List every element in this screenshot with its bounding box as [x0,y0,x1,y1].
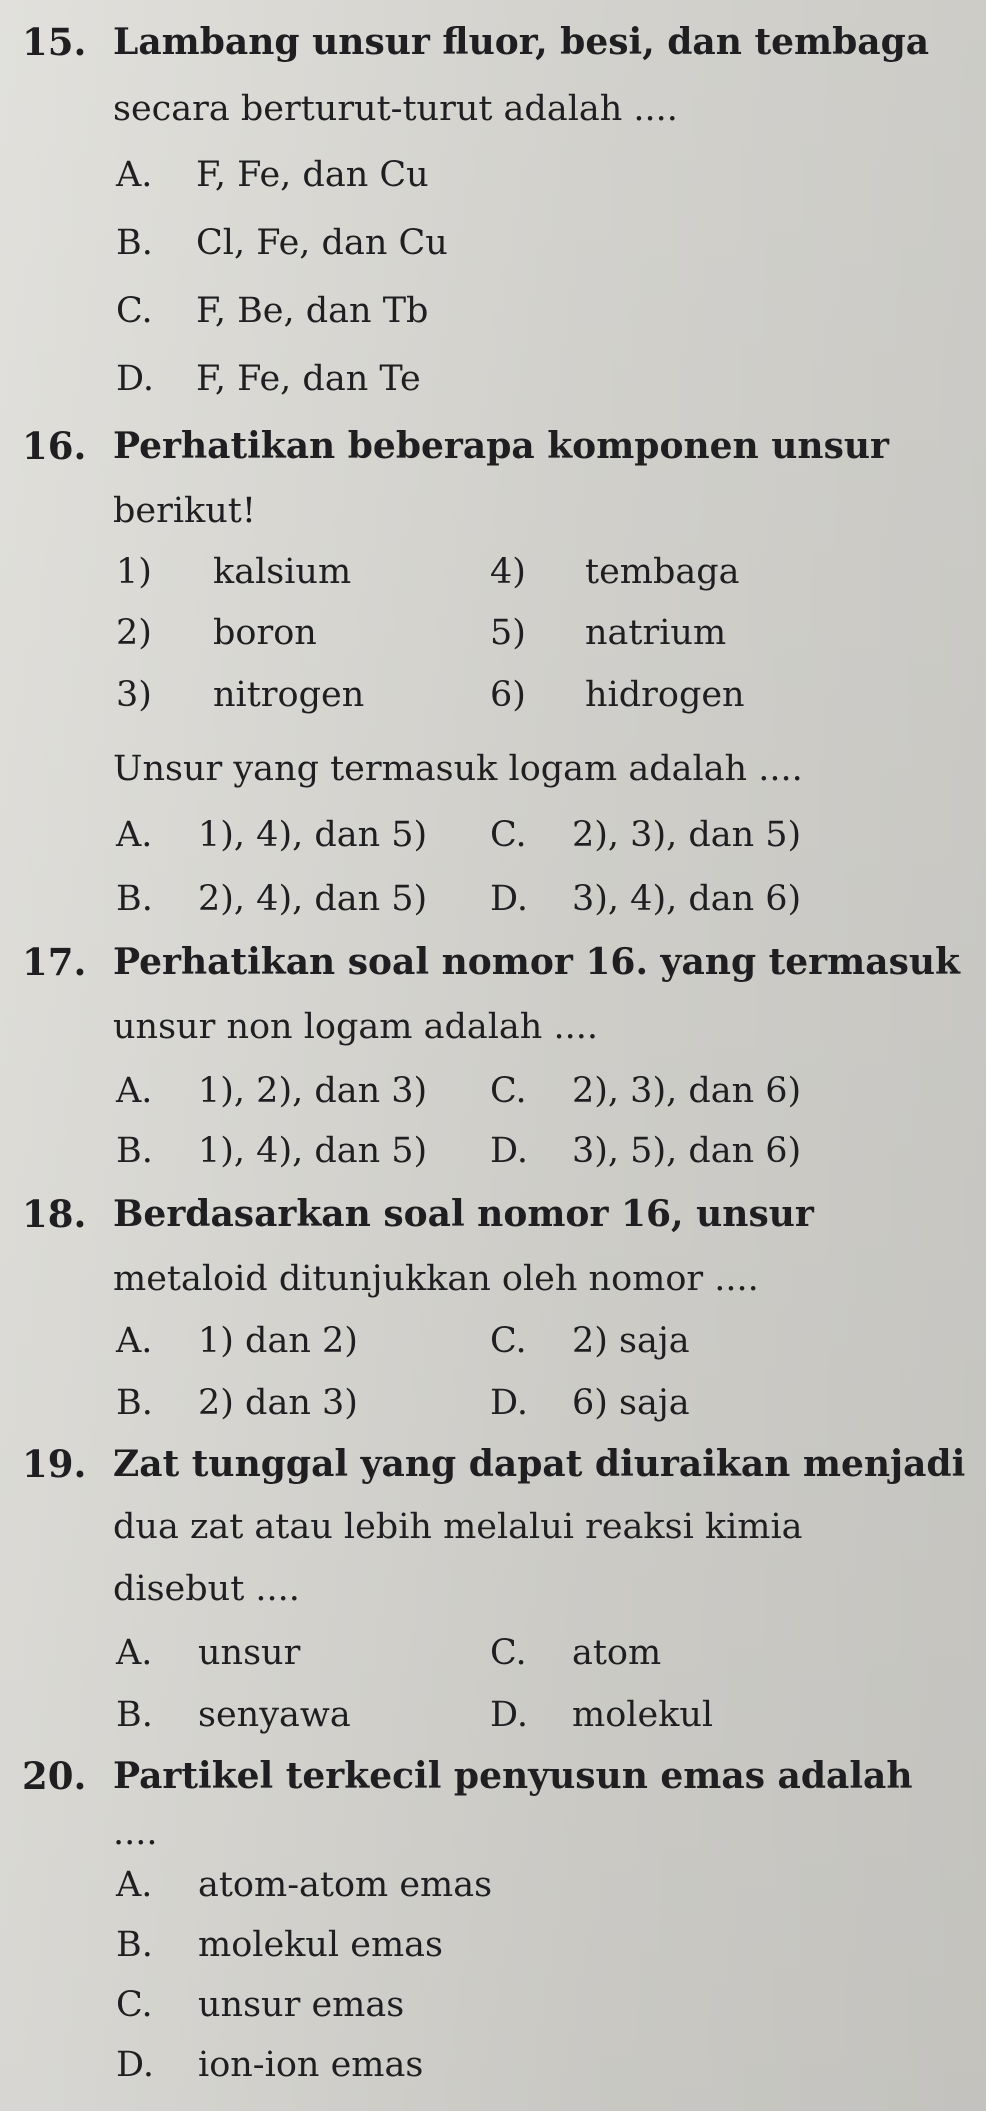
item-2-text: boron [213,613,317,653]
option-d-text: 3), 4), dan 6) [572,879,802,919]
item-2-number: 2) [116,613,152,653]
option-b-text: molekul emas [198,1925,443,1965]
option-b-text: 1), 4), dan 5) [198,1131,428,1171]
question-prompt: Unsur yang termasuk logam adalah .... [113,749,803,789]
option-d-text: 3), 5), dan 6) [572,1131,802,1171]
question-text: Lambang unsur fluor, besi, dan tembaga [113,21,930,63]
question-text-continued-2: disebut .... [113,1569,300,1609]
option-b-text: Cl, Fe, dan Cu [196,223,448,263]
question-number: 19. [22,1442,87,1486]
question-number: 20. [22,1754,87,1798]
option-a-text: atom-atom emas [198,1865,493,1905]
question-text: Perhatikan beberapa komponen unsur [113,425,890,467]
question-number: 17. [22,940,87,984]
option-d-letter: D. [490,1383,528,1423]
option-a-letter: A. [116,1633,153,1673]
option-d-text: F, Fe, dan Te [196,359,421,399]
option-d-text: ion-ion emas [198,2045,424,2085]
option-a-text: F, Fe, dan Cu [196,155,429,195]
option-c-text: atom [572,1633,662,1673]
option-c-text: unsur emas [198,1985,405,2025]
option-a-text: unsur [198,1633,301,1673]
option-c-letter: C. [116,1985,153,2025]
option-a-text: 1), 2), dan 3) [198,1071,428,1111]
option-d-letter: D. [490,1695,528,1735]
question-text-continued: unsur non logam adalah .... [113,1007,598,1047]
question-text-continued: .... [113,1813,158,1853]
option-c-text: F, Be, dan Tb [196,291,429,331]
option-c-letter: C. [490,1633,527,1673]
option-b-letter: B. [116,1131,153,1171]
option-c-letter: C. [490,815,527,855]
option-d-text: 6) saja [572,1383,690,1423]
option-a-letter: A. [116,1071,153,1111]
option-b-text: senyawa [198,1695,351,1735]
question-number: 18. [22,1192,87,1236]
option-b-letter: B. [116,1925,153,1965]
item-1-text: kalsium [213,552,352,592]
item-5-number: 5) [490,613,526,653]
question-text-continued: metaloid ditunjukkan oleh nomor .... [113,1259,759,1299]
item-5-text: natrium [585,613,727,653]
question-text: Zat tunggal yang dapat diuraikan menjadi [113,1443,966,1485]
question-text-continued: dua zat atau lebih melalui reaksi kimia [113,1507,803,1547]
option-a-letter: A. [116,155,153,195]
question-text: Perhatikan soal nomor 16. yang termasuk [113,941,960,983]
option-b-text: 2), 4), dan 5) [198,879,428,919]
question-text-continued: berikut! [113,491,256,531]
question-number: 15. [22,20,87,64]
question-number: 16. [22,424,87,468]
question-text-continued: secara berturut-turut adalah .... [113,89,678,129]
option-d-text: molekul [572,1695,714,1735]
option-c-text: 2), 3), dan 6) [572,1071,802,1111]
option-a-letter: A. [116,1321,153,1361]
question-text: Partikel terkecil penyusun emas adalah [113,1755,913,1797]
option-a-letter: A. [116,815,153,855]
option-b-letter: B. [116,879,153,919]
item-6-text: hidrogen [585,675,745,715]
option-d-letter: D. [490,1131,528,1171]
option-c-text: 2), 3), dan 5) [572,815,802,855]
option-b-letter: B. [116,1383,153,1423]
option-c-text: 2) saja [572,1321,690,1361]
option-a-text: 1), 4), dan 5) [198,815,428,855]
option-d-letter: D. [490,879,528,919]
option-b-letter: B. [116,1695,153,1735]
item-4-number: 4) [490,552,526,592]
option-c-letter: C. [490,1321,527,1361]
option-d-letter: D. [116,2045,154,2085]
option-a-text: 1) dan 2) [198,1321,358,1361]
item-6-number: 6) [490,675,526,715]
item-3-number: 3) [116,675,152,715]
item-1-number: 1) [116,552,152,592]
item-4-text: tembaga [585,552,740,592]
question-text: Berdasarkan soal nomor 16, unsur [113,1193,814,1235]
option-c-letter: C. [116,291,153,331]
option-b-letter: B. [116,223,153,263]
option-a-letter: A. [116,1865,153,1905]
item-3-text: nitrogen [213,675,365,715]
option-d-letter: D. [116,359,154,399]
option-b-text: 2) dan 3) [198,1383,358,1423]
option-c-letter: C. [490,1071,527,1111]
